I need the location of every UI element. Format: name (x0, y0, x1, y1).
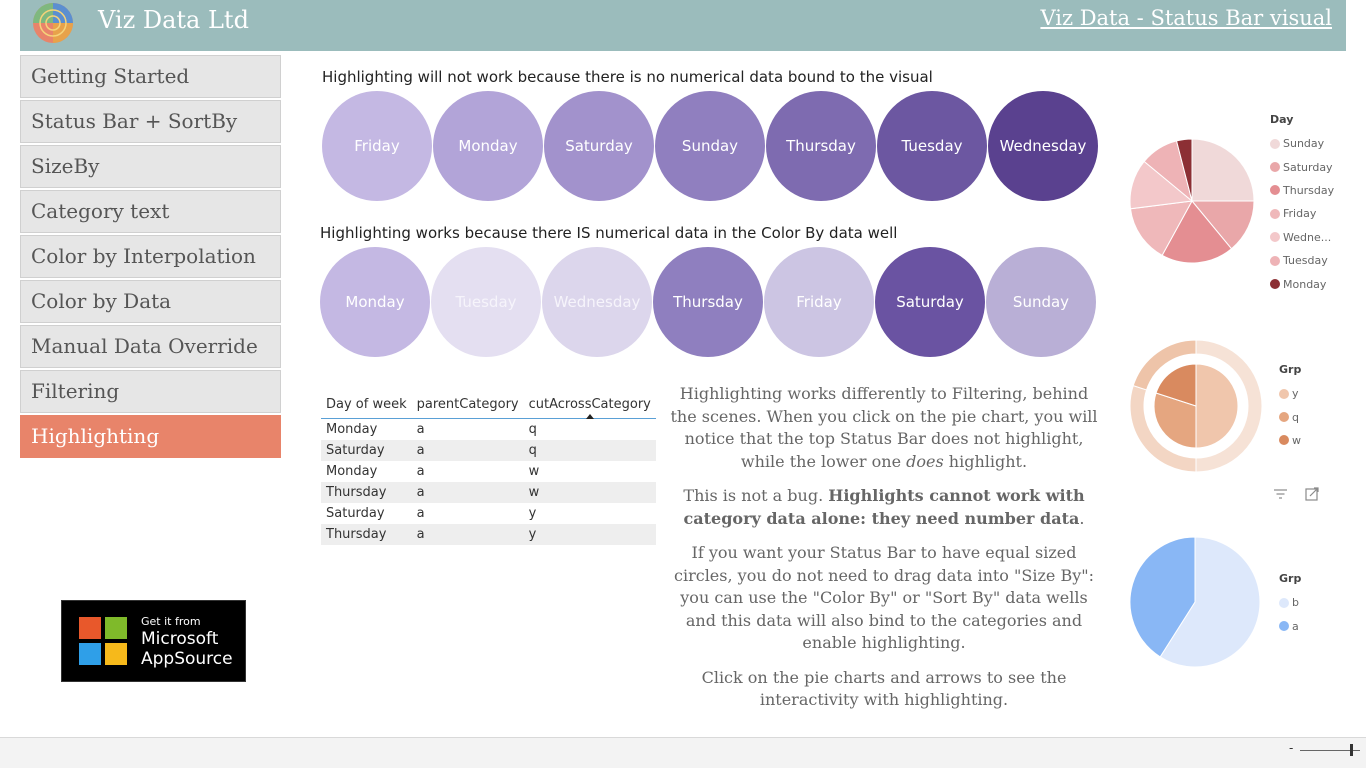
top-bubble-thursday[interactable]: Thursday (766, 91, 876, 201)
top-bubble-sunday[interactable]: Sunday (655, 91, 765, 201)
bottom-bubble-wednesday[interactable]: Wednesday (542, 247, 652, 357)
page-navigation (20, 55, 281, 460)
table-cell: y (528, 506, 537, 521)
description-paragraph-4: Click on the pie charts and arrows to see the interactivity with highlighting. (701, 667, 1067, 709)
table-cell: a (416, 422, 425, 437)
legend-dot (1279, 435, 1289, 445)
column-header-day-of-week[interactable]: Day of week (321, 388, 412, 419)
legend-dot (1270, 185, 1280, 195)
legend-title: Grp (1279, 572, 1302, 585)
table-cell: a (412, 482, 524, 503)
top-statusbar-heading: Highlighting will not work because there is no numerical data bound to the visual (322, 68, 933, 86)
legend-title: Grp (1279, 363, 1302, 376)
table-cell: a (412, 440, 524, 461)
table-cell: a (416, 506, 425, 521)
column-header-cut-across-label: cutAcrossCategory (528, 396, 651, 412)
column-header-cut-across-category[interactable] (524, 388, 656, 419)
legend-item-saturday[interactable]: Saturday (1270, 155, 1334, 178)
legend-item-sunday[interactable]: Sunday (1270, 132, 1334, 155)
table-row[interactable] (321, 440, 656, 461)
top-bubble-monday[interactable]: Monday (433, 91, 543, 201)
appsource-badge[interactable] (61, 600, 246, 682)
legend-dot (1270, 256, 1280, 266)
legend-dot (1279, 389, 1289, 399)
legend-title: Day (1270, 113, 1294, 126)
table-cell: y (524, 524, 656, 545)
legend-dot (1279, 412, 1289, 422)
data-table (321, 388, 656, 545)
day-pie-chart[interactable] (1128, 137, 1256, 265)
table-cell: Thursday (321, 482, 412, 503)
table-row[interactable] (321, 482, 656, 503)
column-header-parent-category[interactable]: parentCategory (412, 388, 524, 419)
legend-item-thursday[interactable]: Thursday (1270, 179, 1334, 202)
grp-legend-1 (1279, 363, 1301, 452)
viz-data-logo-icon (32, 2, 74, 44)
table-row[interactable] (321, 503, 656, 524)
nav-manual-data-override[interactable]: Manual Data Override (20, 325, 281, 368)
table-row[interactable] (321, 419, 656, 441)
legend-dot (1270, 232, 1280, 242)
legend-item-w[interactable]: w (1279, 429, 1301, 452)
table-cell: a (412, 524, 524, 545)
legend-dot (1270, 162, 1280, 172)
grp-legend-2 (1279, 572, 1301, 638)
nav-highlighting[interactable]: Highlighting (20, 415, 281, 458)
legend-item-q[interactable]: q (1279, 405, 1301, 428)
nav-color-by-data[interactable]: Color by Data (20, 280, 281, 323)
filter-icon[interactable] (1274, 490, 1287, 498)
focus-mode-icon[interactable] (1306, 488, 1318, 500)
bottom-bubble-saturday[interactable]: Saturday (875, 247, 985, 357)
description-text (666, 383, 1102, 724)
appsource-line1: Get it from (141, 615, 201, 628)
legend-item-wednesday[interactable]: Wedne... (1270, 226, 1334, 249)
top-bubble-wednesday[interactable]: Wednesday (988, 91, 1098, 201)
table-cell: Saturday (326, 506, 385, 521)
nav-getting-started[interactable]: Getting Started (20, 55, 281, 98)
top-status-bar (322, 91, 1112, 203)
header-link[interactable]: Viz Data - Status Bar visual (1040, 6, 1332, 30)
nav-sizeby[interactable]: SizeBy (20, 145, 281, 188)
bottom-bubble-friday[interactable]: Friday (764, 247, 874, 357)
table-cell: w (524, 482, 656, 503)
legend-dot (1279, 598, 1289, 608)
legend-dot (1279, 621, 1289, 631)
brand-name: Viz Data Ltd (98, 6, 249, 34)
table-cell: a (416, 464, 425, 479)
description-paragraph-3: If you want your Status Bar to have equal sized circles, you do not need to drag data into "Size By": you can use the "Color By" or "Sort By" data wells and this data will also bind to the categories and enable highlighting. (674, 543, 1094, 652)
legend-item-tuesday[interactable]: Tuesday (1270, 249, 1334, 272)
appsource-line2-3 (141, 629, 233, 669)
table-cell: Monday (326, 422, 378, 437)
bottom-bubble-monday[interactable]: Monday (320, 247, 430, 357)
grp-pie-chart[interactable] (1128, 535, 1262, 669)
legend-item-b[interactable]: b (1279, 591, 1301, 614)
nav-status-bar-sortby[interactable]: Status Bar + SortBy (20, 100, 281, 143)
appsource-line2: Microsoft (141, 629, 219, 649)
sort-ascending-icon (586, 414, 594, 419)
legend-dot (1270, 279, 1280, 289)
grp-nested-pie-chart[interactable] (1128, 338, 1264, 474)
legend-dot (1270, 139, 1280, 149)
bottom-bubble-sunday[interactable]: Sunday (986, 247, 1096, 357)
legend-item-y[interactable]: y (1279, 382, 1301, 405)
bottom-statusbar-heading: Highlighting works because there IS numerical data in the Color By data well (320, 224, 898, 242)
nav-filtering[interactable]: Filtering (20, 370, 281, 413)
legend-dot (1270, 209, 1280, 219)
bottom-bubble-thursday[interactable]: Thursday (653, 247, 763, 357)
top-bubble-friday[interactable]: Friday (322, 91, 432, 201)
nav-category-text[interactable]: Category text (20, 190, 281, 233)
zoom-slider-thumb[interactable] (1350, 744, 1353, 756)
microsoft-logo-icon (79, 617, 127, 665)
table-cell: q (528, 422, 537, 437)
legend-item-friday[interactable]: Friday (1270, 202, 1334, 225)
legend-item-a[interactable]: a (1279, 614, 1301, 637)
description-paragraph-1: Highlighting works differently to Filtering, behind the scenes. When you click on the pie chart, you will notice that the top Status Bar does not highlight, while the lower one does highlight. (670, 384, 1098, 471)
bottom-status-bar (320, 247, 1110, 359)
table-row[interactable] (321, 524, 656, 545)
bottom-bubble-tuesday[interactable]: Tuesday (431, 247, 541, 357)
bottom-status-bar-strip (0, 737, 1366, 768)
table-cell: q (524, 440, 656, 461)
visual-header-icons (1272, 486, 1322, 504)
table-cell: w (528, 464, 540, 479)
nav-color-by-interpolation[interactable]: Color by Interpolation (20, 235, 281, 278)
top-bubble-tuesday[interactable]: Tuesday (877, 91, 987, 201)
zoom-out-button[interactable]: - (1289, 741, 1294, 755)
report-header (20, 0, 1346, 51)
pie-slice-sunday[interactable] (1192, 139, 1254, 201)
table-cell: Monday (326, 464, 378, 479)
top-bubble-saturday[interactable]: Saturday (544, 91, 654, 201)
table-row[interactable] (321, 461, 656, 482)
legend-item-monday[interactable]: Monday (1270, 272, 1334, 295)
appsource-line3: AppSource (141, 649, 233, 669)
table-cell: Saturday (321, 440, 412, 461)
day-legend (1270, 113, 1334, 296)
pie-slice-y[interactable] (1196, 364, 1238, 448)
description-paragraph-2: This is not a bug. Highlights cannot work with category data alone: they need number data. (683, 486, 1085, 528)
table-cell: Thursday (321, 524, 412, 545)
